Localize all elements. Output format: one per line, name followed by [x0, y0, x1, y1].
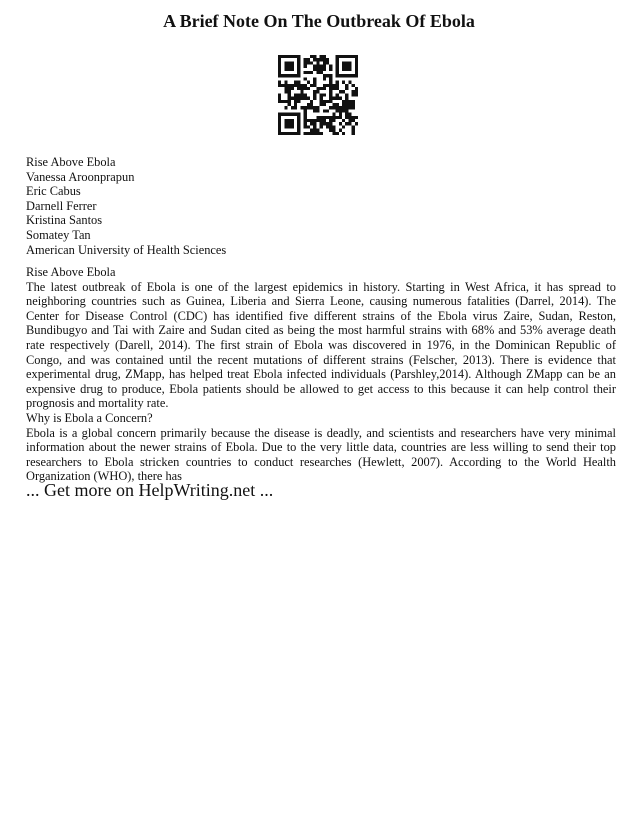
qr-code-icon: [278, 55, 358, 135]
author-line: Rise Above Ebola: [26, 155, 116, 169]
page-title: A Brief Note On The Outbreak Of Ebola: [163, 11, 475, 31]
affiliation-line: American University of Health Sciences: [26, 242, 227, 257]
author-line: Kristina Santos: [26, 213, 103, 228]
body-text: [26, 265, 616, 484]
section-title: Rise Above Ebola: [26, 265, 116, 279]
author-line: Eric Cabus: [26, 184, 81, 199]
author-list: [26, 155, 616, 257]
author-line: Vanessa Aroonprapun: [26, 169, 135, 184]
author-line: Somatey Tan: [26, 227, 91, 242]
author-line: Darnell Ferrer: [26, 198, 97, 213]
paragraph: The latest outbreak of Ebola is one of the largest epidemics in history. Starting in West Africa, it has spread to neighboring countries such as Guinea, Liberia and Sierra Leone, causing numerous fatalities (Darrel, 2014). The Center for Disease Control (CDC) has identified five different strains of the Ebola virus Zaire, Sudan, Reston, Bundibugyo and Tai with Zaire and Sudan cited as being the most harmful strains with 68% and 53% average death rate respectively (Darell, 2014). The first strain of Ebola was discovered in 1976, in the Dominican Republic of Congo, and was contained until the recent mutations of different strains (Felscher, 2013). There is evidence that experimental drug, ZMapp, has helped treat Ebola infected individuals (Parshley,2014). Although ZMapp can be an expensive drug to produce, Ebola patients should be allowed to get access to this because it can help control their prognosis and mortality rate.: [26, 279, 616, 411]
section-heading: Why is Ebola a Concern?: [26, 410, 153, 425]
get-more-link[interactable]: ... Get more on HelpWriting.net ...: [26, 480, 274, 500]
paragraph: Ebola is a global concern primarily because the disease is deadly, and scientists and researchers have very minimal information about the newer strains of Ebola. Due to the very little data, countries are less willing to send their top researchers to Ebola stricken countries to conduct researches (Hewlett, 2007). According to the World Health Organization (WHO), there has: [26, 425, 616, 484]
